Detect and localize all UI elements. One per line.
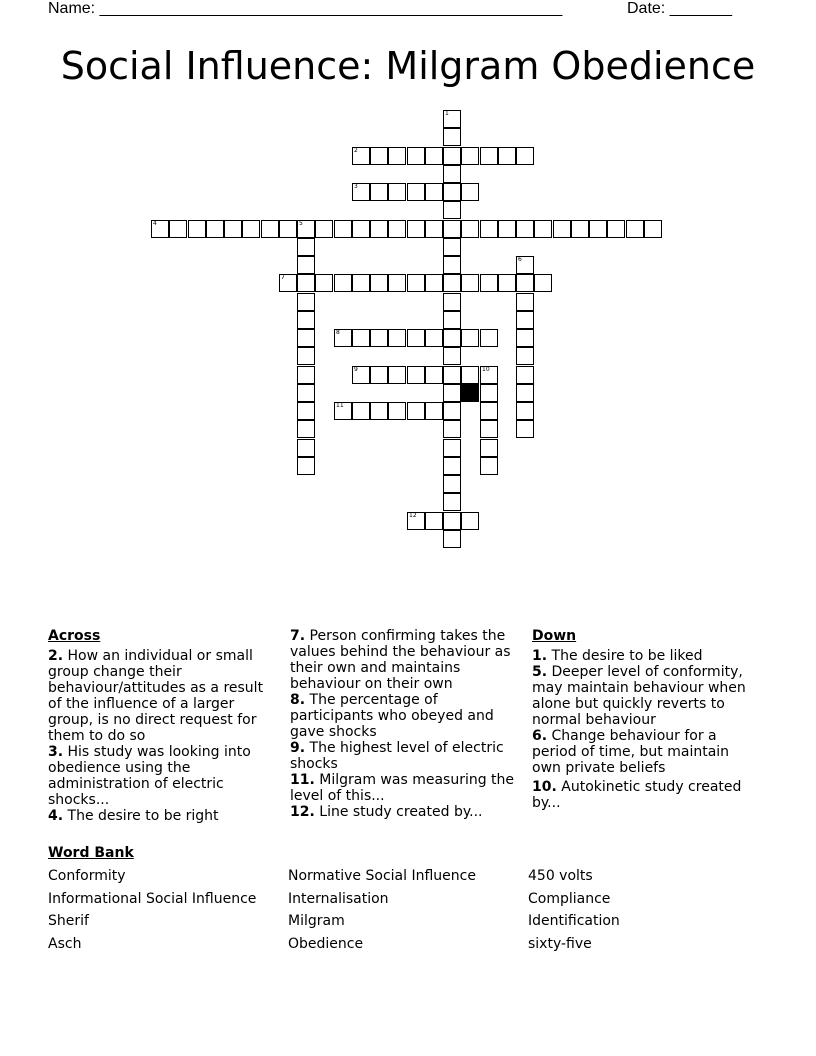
crossword-cell[interactable] — [334, 220, 352, 238]
clue-across-2: 2. How an individual or small group change their behaviour/attitudes as a result of the influence of a larger group, is no direct request for them to do so — [48, 648, 264, 744]
clue-across-7: 7. Person confirming takes the values behind the behaviour as their own and maintains behaviour on their own — [290, 628, 511, 692]
clue-down-6: 6. Change behaviour for a period of time, but maintain own private beliefs — [532, 728, 730, 776]
crossword-cell[interactable] — [425, 183, 443, 201]
crossword-cell[interactable] — [443, 165, 461, 183]
crossword-cell-number: 12 — [409, 512, 417, 519]
crossword-block-cell — [461, 384, 479, 402]
crossword-cell[interactable] — [498, 220, 516, 238]
crossword-cell[interactable] — [443, 347, 461, 365]
crossword-cell[interactable] — [169, 220, 187, 238]
crossword-cell[interactable] — [425, 329, 443, 347]
down-clues-column — [532, 628, 762, 811]
crossword-cell[interactable] — [516, 384, 534, 402]
crossword-cell[interactable] — [407, 220, 425, 238]
clue-down-5: 5. Deeper level of conformity, may maintain behaviour when alone but quickly reverts to normal behaviour — [532, 664, 746, 728]
crossword-cell[interactable] — [425, 402, 443, 420]
crossword-cell[interactable] — [388, 220, 406, 238]
crossword-cell[interactable] — [388, 402, 406, 420]
crossword-cell[interactable] — [388, 183, 406, 201]
crossword-cell[interactable] — [461, 274, 479, 292]
crossword-cell[interactable] — [425, 147, 443, 165]
word-bank-word: Compliance — [528, 891, 611, 907]
crossword-cell[interactable] — [206, 220, 224, 238]
crossword-cell[interactable] — [443, 439, 461, 457]
crossword-cell[interactable] — [461, 147, 479, 165]
crossword-cell[interactable] — [407, 512, 425, 530]
crossword-cell[interactable] — [480, 384, 498, 402]
crossword-cell[interactable] — [461, 220, 479, 238]
crossword-cell[interactable] — [443, 201, 461, 219]
clue-across-4: 4. The desire to be right — [48, 808, 219, 824]
word-bank-word: Normative Social Influence — [288, 868, 476, 884]
crossword-cell[interactable] — [480, 220, 498, 238]
crossword-cell[interactable] — [516, 293, 534, 311]
crossword-cell[interactable] — [461, 329, 479, 347]
crossword-cell-number: 7 — [281, 274, 285, 281]
crossword-cell[interactable] — [443, 475, 461, 493]
crossword-cell[interactable] — [407, 366, 425, 384]
crossword-cell[interactable] — [297, 457, 315, 475]
crossword-cell[interactable] — [407, 329, 425, 347]
crossword-cell[interactable] — [370, 366, 388, 384]
crossword-cell[interactable] — [297, 420, 315, 438]
crossword-cell[interactable] — [443, 366, 461, 384]
crossword-cell[interactable] — [297, 256, 315, 274]
word-bank-word: Informational Social Influence — [48, 891, 257, 907]
crossword-cell[interactable] — [370, 183, 388, 201]
crossword-cell-number: 4 — [153, 220, 157, 227]
crossword-cell[interactable] — [516, 220, 534, 238]
crossword-cell-number: 3 — [354, 183, 358, 190]
clue-across-8: 8. The percentage of participants who obeyed and gave shocks — [290, 692, 494, 740]
crossword-cell[interactable] — [461, 183, 479, 201]
crossword-cell[interactable] — [388, 147, 406, 165]
crossword-cell[interactable] — [443, 110, 461, 128]
crossword-cell[interactable] — [315, 220, 333, 238]
crossword-cell[interactable] — [407, 274, 425, 292]
word-bank-word: Sherif — [48, 913, 89, 929]
crossword-cell[interactable] — [188, 220, 206, 238]
crossword-cell[interactable] — [571, 220, 589, 238]
clue-across-3: 3. His study was looking into obedience using the administration of electric shocks... — [48, 744, 251, 808]
crossword-cell[interactable] — [352, 402, 370, 420]
crossword-cell[interactable] — [425, 220, 443, 238]
crossword-cell[interactable] — [443, 293, 461, 311]
crossword-cell[interactable] — [443, 274, 461, 292]
word-bank-word: Milgram — [288, 913, 345, 929]
crossword-cell[interactable] — [480, 147, 498, 165]
crossword-cell[interactable] — [370, 147, 388, 165]
crossword-cell-number: 1 — [445, 110, 449, 117]
crossword-cell[interactable] — [443, 384, 461, 402]
word-bank-word: Conformity — [48, 868, 126, 884]
word-bank-word: Obedience — [288, 936, 364, 952]
crossword-cell[interactable] — [352, 147, 370, 165]
crossword-cell[interactable] — [297, 402, 315, 420]
crossword-cell[interactable] — [516, 311, 534, 329]
crossword-cell[interactable] — [443, 512, 461, 530]
crossword-cell[interactable] — [297, 238, 315, 256]
crossword-cell-number: 11 — [336, 402, 344, 409]
crossword-cell[interactable] — [589, 220, 607, 238]
crossword-cell[interactable] — [388, 274, 406, 292]
crossword-cell[interactable] — [480, 274, 498, 292]
word-bank-heading: Word Bank — [48, 845, 134, 861]
crossword-cell[interactable] — [370, 274, 388, 292]
across-clues-column-1 — [48, 628, 278, 824]
crossword-cell[interactable] — [443, 238, 461, 256]
crossword-cell[interactable] — [352, 366, 370, 384]
crossword-cell[interactable] — [224, 220, 242, 238]
crossword-cell[interactable] — [516, 366, 534, 384]
crossword-cell[interactable] — [151, 220, 169, 238]
page-title: Social Influence: Milgram Obedience — [60, 44, 756, 88]
crossword-cell[interactable] — [516, 147, 534, 165]
clue-across-9: 9. The highest level of electric shocks — [290, 740, 504, 772]
crossword-cell[interactable] — [334, 274, 352, 292]
crossword-cell[interactable] — [352, 220, 370, 238]
word-bank-word: 450 volts — [528, 868, 593, 884]
crossword-cell[interactable] — [297, 329, 315, 347]
word-bank-word: Asch — [48, 936, 82, 952]
crossword-cell[interactable] — [480, 420, 498, 438]
crossword-cell[interactable] — [279, 274, 297, 292]
crossword-cell[interactable] — [443, 128, 461, 146]
crossword-cell[interactable] — [443, 402, 461, 420]
crossword-cell[interactable] — [297, 384, 315, 402]
crossword-cell[interactable] — [480, 402, 498, 420]
crossword-cell[interactable] — [370, 402, 388, 420]
clue-across-11: 11. Milgram was measuring the level of this... — [290, 772, 515, 804]
crossword-cell[interactable] — [297, 293, 315, 311]
crossword-cell[interactable] — [443, 530, 461, 548]
crossword-cell[interactable] — [279, 220, 297, 238]
crossword-cell[interactable] — [480, 439, 498, 457]
crossword-cell[interactable] — [297, 439, 315, 457]
crossword-cell-number: 9 — [354, 366, 358, 373]
crossword-cell[interactable] — [443, 457, 461, 475]
crossword-cell[interactable] — [370, 220, 388, 238]
crossword-cell[interactable] — [443, 220, 461, 238]
crossword-cell[interactable] — [388, 329, 406, 347]
crossword-cell[interactable] — [425, 512, 443, 530]
crossword-cell[interactable] — [352, 329, 370, 347]
crossword-cell[interactable] — [443, 147, 461, 165]
crossword-cell[interactable] — [443, 329, 461, 347]
down-heading: Down — [532, 628, 577, 644]
crossword-cell-number: 8 — [336, 329, 340, 336]
crossword-cell[interactable] — [297, 311, 315, 329]
crossword-cell[interactable] — [407, 402, 425, 420]
crossword-cell-number: 5 — [299, 220, 303, 227]
crossword-cell[interactable] — [461, 512, 479, 530]
across-clues-column-2 — [290, 628, 520, 820]
clue-across-12: 12. Line study created by... — [290, 804, 483, 820]
name-field-label[interactable]: Name: ____________________________________________________ — [48, 0, 563, 17]
crossword-cell[interactable] — [644, 220, 662, 238]
crossword-cell[interactable] — [480, 329, 498, 347]
crossword-cell[interactable] — [553, 220, 571, 238]
crossword-cell[interactable] — [315, 274, 333, 292]
crossword-cell[interactable] — [425, 366, 443, 384]
word-bank-word: Identification — [528, 913, 620, 929]
crossword-cell[interactable] — [407, 147, 425, 165]
crossword-cell[interactable] — [370, 329, 388, 347]
crossword-cell[interactable] — [425, 274, 443, 292]
crossword-cell[interactable] — [297, 220, 315, 238]
crossword-cell[interactable] — [443, 493, 461, 511]
crossword-cell[interactable] — [516, 256, 534, 274]
crossword-cell[interactable] — [498, 274, 516, 292]
crossword-cell[interactable] — [297, 274, 315, 292]
crossword-cell-number: 2 — [354, 147, 358, 154]
crossword-cell[interactable] — [516, 274, 534, 292]
crossword-cell[interactable] — [352, 183, 370, 201]
crossword-cell[interactable] — [297, 366, 315, 384]
crossword-cell[interactable] — [516, 420, 534, 438]
crossword-cell[interactable] — [443, 420, 461, 438]
date-field-label[interactable]: Date: _______ — [627, 0, 732, 17]
crossword-cell[interactable] — [534, 274, 552, 292]
crossword-cell[interactable] — [443, 183, 461, 201]
clue-down-10: 10. Autokinetic study created by... — [532, 779, 742, 811]
crossword-cell[interactable] — [461, 366, 479, 384]
crossword-cell[interactable] — [498, 147, 516, 165]
clue-down-1: 1. The desire to be liked — [532, 648, 703, 664]
crossword-cell[interactable] — [480, 457, 498, 475]
crossword-cell[interactable] — [443, 311, 461, 329]
crossword-cell[interactable] — [352, 274, 370, 292]
word-bank-word: Internalisation — [288, 891, 389, 907]
crossword-cell[interactable] — [443, 256, 461, 274]
crossword-cell-number: 6 — [518, 256, 522, 263]
crossword-cell[interactable] — [242, 220, 260, 238]
crossword-cell[interactable] — [607, 220, 625, 238]
crossword-cell[interactable] — [480, 366, 498, 384]
crossword-cell[interactable] — [534, 220, 552, 238]
crossword-cell[interactable] — [516, 329, 534, 347]
crossword-cell[interactable] — [334, 329, 352, 347]
across-heading: Across — [48, 628, 101, 644]
crossword-cell[interactable] — [407, 183, 425, 201]
word-bank-word: sixty-five — [528, 936, 592, 952]
crossword-cell[interactable] — [334, 402, 352, 420]
crossword-cell[interactable] — [261, 220, 279, 238]
crossword-cell[interactable] — [516, 347, 534, 365]
crossword-cell[interactable] — [516, 402, 534, 420]
crossword-cell[interactable] — [388, 366, 406, 384]
crossword-cell-number: 10 — [482, 366, 490, 373]
crossword-cell[interactable] — [626, 220, 644, 238]
crossword-cell[interactable] — [297, 347, 315, 365]
